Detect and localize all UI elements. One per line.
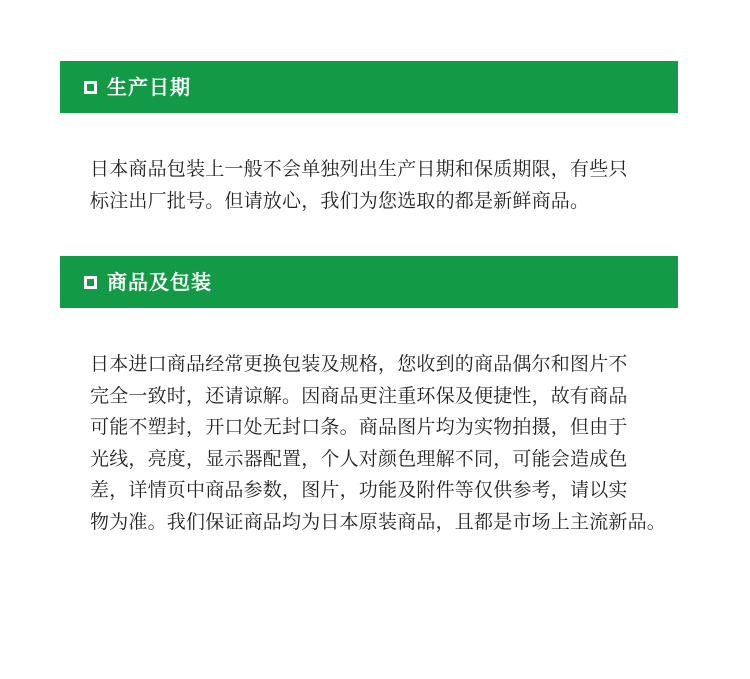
section-body-production-date	[90, 154, 650, 217]
square-outline-icon	[84, 276, 97, 289]
square-outline-icon	[84, 81, 97, 94]
body-text-line: 可能不塑封，开口处无封口条。商品图片均为实物拍摄，但由于	[90, 416, 628, 438]
section-header-product-packaging	[60, 256, 678, 308]
body-text-line: 完全一致时，还请谅解。因商品更注重环保及便捷性，故有商品	[90, 384, 628, 407]
section-title: 商品及包装	[107, 270, 212, 294]
body-text-line: 标注出厂批号。但请放心，我们为您选取的都是新鲜商品。	[90, 189, 590, 212]
body-text-line: 日本商品包装上一般不会单独列出生产日期和保质期限，有些只	[90, 158, 628, 180]
body-text-line: 光线，亮度，显示器配置，个人对颜色理解不同，可能会造成色	[90, 447, 628, 470]
section-header-production-date	[60, 61, 678, 113]
body-text-line: 日本进口商品经常更换包装及规格，您收到的商品偶尔和图片不	[90, 353, 628, 375]
section-title: 生产日期	[107, 75, 191, 99]
body-text-line: 差，详情页中商品参数，图片，功能及附件等仅供参考，请以实	[90, 479, 628, 501]
body-text-line: 物为准。我们保证商品均为日本原装商品，且都是市场上主流新品。	[90, 510, 667, 533]
section-body-product-packaging	[90, 349, 667, 538]
